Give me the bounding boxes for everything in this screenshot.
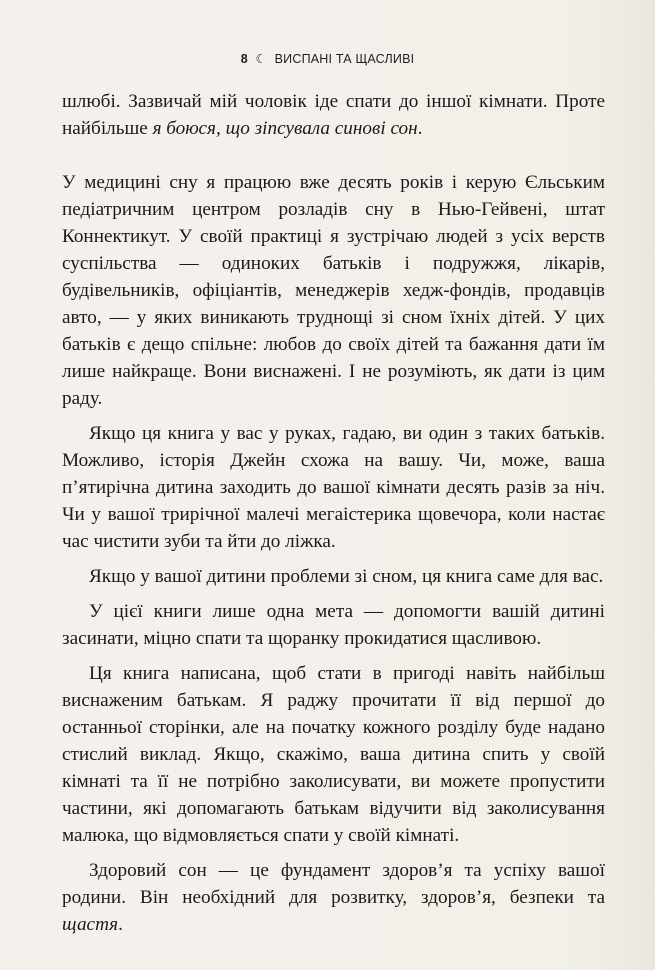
moon-icon: ☾ — [255, 52, 267, 66]
paragraph-text: Здоровий сон — це фундамент здоров’я та успіху вашої родини. Він необхідний для розвитку, здоров’я, безпеки та — [62, 860, 605, 908]
paragraph-italic: я боюся, що зіпсувала синові сон — [152, 118, 418, 139]
paragraph-6: Ця книга написана, щоб стати в пригоді навіть найбільш виснаженим батькам. Я раджу прочитати її від першої до останньої сторінки, але на початку кожного розділу буде надано стислий виклад. Якщо, скажімо, ваша дитина спить у своїй кімнаті та її не потрібно заколисувати, ви можете пропустити частини, які допомагають батькам відучити від заколисування малюка, що відмовляється спати у своїй кімнаті. — [62, 663, 605, 846]
body-text — [62, 88, 605, 938]
paragraph-text: . — [118, 914, 123, 935]
paragraph-1 — [62, 88, 605, 142]
running-head — [0, 51, 655, 66]
paragraph-2: У медицині сну я працюю вже десять років і керую Єльським педіатричним центром розладів сну в Нью-Гейвені, штат Коннектикут. У своїй практиці я зустрічаю людей з усіх верств суспільства — одиноких батьків і подружжя, лікарів, будівельників, офіціантів, менеджерів хедж-фондів, продавців авто, — у яких виникають труднощі зі сном їхніх дітей. У цих батьків є дещо спільне: любов до своїх дітей та бажання дати їм лише найкраще. Вони виснажені. І не розуміють, як дати із цим раду. — [62, 172, 605, 409]
paragraph-text: . — [417, 118, 423, 139]
paragraph-3: Якщо ця книга у вас у руках, гадаю, ви один з таких батьків. Можливо, історія Джейн схожа на вашу. Чи, може, ваша п’ятирічна дитина заходить до вашої кімнати десять разів за ніч. Чи у вашої трирічної малечі мегаістерика щовечора, коли настає час чистити зуби та йти до ліжка. — [62, 423, 605, 552]
paragraph-italic: щастя — [62, 914, 119, 935]
page-number: 8 — [240, 52, 248, 66]
paragraph-text: шлюбі. Зазвичай мій чоловік іде спати до іншої кімнати. Проте найбільше — [62, 91, 605, 139]
running-head-title: ВИСПАНІ ТА ЩАСЛИВІ — [274, 52, 415, 66]
paragraph-4: Якщо у вашої дитини проблеми зі сном, ця книга саме для вас. — [89, 566, 604, 587]
paragraph-7 — [62, 857, 605, 938]
paragraph-5: У цієї книги лише одна мета — допомогти вашій дитині засинати, міцно спати та щоранку прокидатися щасливою. — [62, 601, 605, 649]
